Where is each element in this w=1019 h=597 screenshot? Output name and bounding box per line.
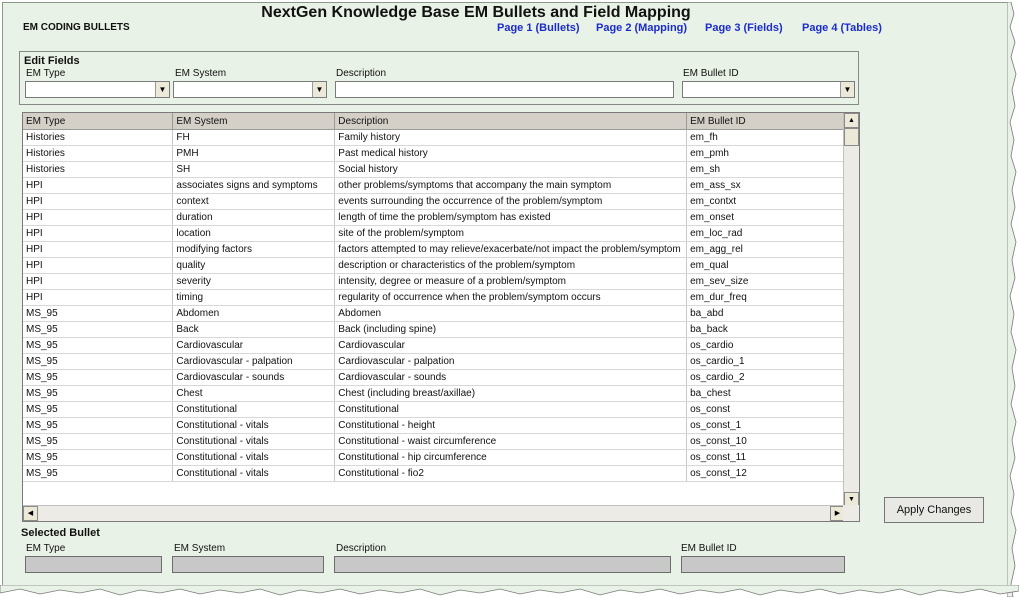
edit-fields-heading: Edit Fields [24,55,80,67]
table-row[interactable] [23,322,845,338]
chevron-down-icon[interactable]: ▼ [155,82,169,97]
cell-em-type: Histories [23,162,173,178]
cell-description: Chest (including breast/axillae) [335,386,687,402]
cell-em-type: MS_95 [23,306,173,322]
cell-em-type: MS_95 [23,386,173,402]
selected-em-type-label: EM Type [26,543,66,554]
cell-em-type: MS_95 [23,370,173,386]
column-header-em-type[interactable]: EM Type [23,113,173,130]
cell-description: factors attempted to may relieve/exacerbate/not impact the problem/symptom [335,242,687,258]
cell-em-type: HPI [23,274,173,290]
cell-em-bullet-id: em_ass_sx [687,178,845,194]
em-type-label: EM Type [26,68,66,79]
table-row[interactable] [23,306,845,322]
table-row[interactable] [23,450,845,466]
cell-description: Social history [335,162,687,178]
table-row[interactable] [23,194,845,210]
table-row[interactable] [23,466,845,482]
cell-em-system: context [173,194,335,210]
cell-em-type: MS_95 [23,466,173,482]
table-row[interactable] [23,130,845,146]
table-row[interactable] [23,162,845,178]
bullets-grid[interactable] [22,112,860,522]
cell-em-type: HPI [23,290,173,306]
cell-em-system: PMH [173,146,335,162]
cell-description: Constitutional - hip circumference [335,450,687,466]
cell-description: Constitutional - waist circumference [335,434,687,450]
cell-em-bullet-id: os_cardio_1 [687,354,845,370]
arrow-up-icon[interactable]: ▲ [844,113,859,128]
cell-em-system: Constitutional - vitals [173,418,335,434]
cell-em-type: MS_95 [23,434,173,450]
cell-description: Back (including spine) [335,322,687,338]
cell-em-system: Constitutional - vitals [173,450,335,466]
cell-description: regularity of occurrence when the problem/symptom occurs [335,290,687,306]
cell-em-system: duration [173,210,335,226]
cell-description: Past medical history [335,146,687,162]
table-row[interactable] [23,386,845,402]
table-row[interactable] [23,242,845,258]
cell-em-type: HPI [23,194,173,210]
cell-em-bullet-id: em_pmh [687,146,845,162]
arrow-right-icon[interactable]: ▶ [830,506,845,521]
em-bullet-id-dropdown[interactable] [682,81,855,98]
table-row[interactable] [23,178,845,194]
cell-description: description or characteristics of the problem/symptom [335,258,687,274]
table-header-row [23,113,845,130]
cell-description: length of time the problem/symptom has existed [335,210,687,226]
cell-em-bullet-id: em_onset [687,210,845,226]
selected-description-label: Description [336,543,387,554]
cell-description: site of the problem/symptom [335,226,687,242]
cell-em-type: Histories [23,146,173,162]
cell-description: Cardiovascular - sounds [335,370,687,386]
cell-em-type: HPI [23,178,173,194]
cell-description: Cardiovascular - palpation [335,354,687,370]
column-header-em-bullet-id[interactable]: EM Bullet ID [687,113,845,130]
column-header-em-system[interactable]: EM System [173,113,335,130]
cell-em-system: severity [173,274,335,290]
selected-bullet-heading: Selected Bullet [21,527,100,539]
nav-link-page-3[interactable]: Page 3 (Fields) [705,22,783,34]
cell-em-system: FH [173,130,335,146]
cell-em-system: Cardiovascular [173,338,335,354]
selected-description-field [334,556,671,573]
table-row[interactable] [23,210,845,226]
cell-em-system: Chest [173,386,335,402]
cell-em-type: MS_95 [23,338,173,354]
bullets-table [23,113,845,482]
em-bullet-id-label: EM Bullet ID [683,68,739,79]
description-input[interactable] [335,81,674,98]
cell-em-bullet-id: os_cardio [687,338,845,354]
cell-em-type: MS_95 [23,450,173,466]
table-row[interactable] [23,258,845,274]
cell-description: Cardiovascular [335,338,687,354]
table-row[interactable] [23,370,845,386]
cell-em-system: Abdomen [173,306,335,322]
cell-em-bullet-id: os_const [687,402,845,418]
cell-em-type: HPI [23,226,173,242]
torn-edge-bottom [0,585,1019,597]
cell-em-type: HPI [23,258,173,274]
cell-em-system: Constitutional [173,402,335,418]
selected-em-system-field [172,556,324,573]
cell-em-system: Back [173,322,335,338]
cell-description: Family history [335,130,687,146]
nav-link-page-4[interactable]: Page 4 (Tables) [802,22,882,34]
table-row[interactable] [23,226,845,242]
table-row[interactable] [23,290,845,306]
cell-description: intensity, degree or measure of a problem/symptom [335,274,687,290]
cell-em-bullet-id: os_const_1 [687,418,845,434]
cell-em-bullet-id: em_dur_freq [687,290,845,306]
cell-em-bullet-id: em_loc_rad [687,226,845,242]
cell-em-system: modifying factors [173,242,335,258]
table-row[interactable] [23,274,845,290]
cell-em-system: Constitutional - vitals [173,434,335,450]
em-system-label: EM System [175,68,227,79]
column-header-description[interactable]: Description [335,113,687,130]
cell-em-bullet-id: os_const_12 [687,466,845,482]
cell-description: Constitutional - height [335,418,687,434]
nav-link-page-2[interactable]: Page 2 (Mapping) [596,22,688,34]
vertical-scrollbar[interactable] [843,113,859,507]
cell-em-bullet-id: os_const_11 [687,450,845,466]
nav-link-page-1[interactable]: Page 1 (Bullets) [497,22,580,34]
scrollbar-corner [843,505,859,521]
table-row[interactable] [23,402,845,418]
cell-em-system: SH [173,162,335,178]
selected-em-bullet-id-label: EM Bullet ID [681,543,737,554]
cell-em-bullet-id: os_cardio_2 [687,370,845,386]
cell-description: Constitutional [335,402,687,418]
cell-em-bullet-id: em_agg_rel [687,242,845,258]
em-type-dropdown[interactable] [25,81,170,98]
arrow-left-icon[interactable]: ◀ [23,506,38,521]
cell-em-type: MS_95 [23,418,173,434]
cell-em-type: HPI [23,210,173,226]
table-row[interactable] [23,338,845,354]
table-row[interactable] [23,146,845,162]
table-row[interactable] [23,418,845,434]
arrow-down-icon[interactable]: ▼ [844,492,859,507]
cell-em-system: Cardiovascular - sounds [173,370,335,386]
cell-em-system: Constitutional - vitals [173,466,335,482]
table-row[interactable] [23,434,845,450]
cell-description: Constitutional - fio2 [335,466,687,482]
cell-em-type: HPI [23,242,173,258]
cell-em-bullet-id: os_const_10 [687,434,845,450]
cell-em-type: MS_95 [23,402,173,418]
description-label: Description [336,68,387,79]
horizontal-scrollbar[interactable] [23,505,845,521]
cell-em-type: Histories [23,130,173,146]
chevron-down-icon[interactable]: ▼ [312,82,326,97]
torn-edge-right [1007,2,1019,597]
cell-em-type: MS_95 [23,322,173,338]
cell-em-bullet-id: em_sev_size [687,274,845,290]
cell-em-system: associates signs and symptoms [173,178,335,194]
cell-em-system: timing [173,290,335,306]
cell-em-bullet-id: em_fh [687,130,845,146]
cell-em-bullet-id: em_qual [687,258,845,274]
cell-em-bullet-id: ba_chest [687,386,845,402]
cell-description: other problems/symptoms that accompany the main symptom [335,178,687,194]
page-title: NextGen Knowledge Base EM Bullets and Field Mapping [261,4,691,21]
cell-em-system: quality [173,258,335,274]
em-system-dropdown[interactable] [173,81,327,98]
chevron-down-icon[interactable]: ▼ [840,82,854,97]
cell-em-type: MS_95 [23,354,173,370]
cell-em-system: Cardiovascular - palpation [173,354,335,370]
cell-description: Abdomen [335,306,687,322]
cell-em-system: location [173,226,335,242]
selected-em-type-field [25,556,162,573]
apply-changes-button[interactable]: Apply Changes [884,497,984,523]
table-row[interactable] [23,354,845,370]
cell-em-bullet-id: em_sh [687,162,845,178]
cell-description: events surrounding the occurrence of the problem/symptom [335,194,687,210]
cell-em-bullet-id: ba_back [687,322,845,338]
section-label: EM CODING BULLETS [23,22,130,33]
selected-em-system-label: EM System [174,543,226,554]
cell-em-bullet-id: em_contxt [687,194,845,210]
selected-em-bullet-id-field [681,556,845,573]
scroll-thumb[interactable] [844,128,859,146]
cell-em-bullet-id: ba_abd [687,306,845,322]
